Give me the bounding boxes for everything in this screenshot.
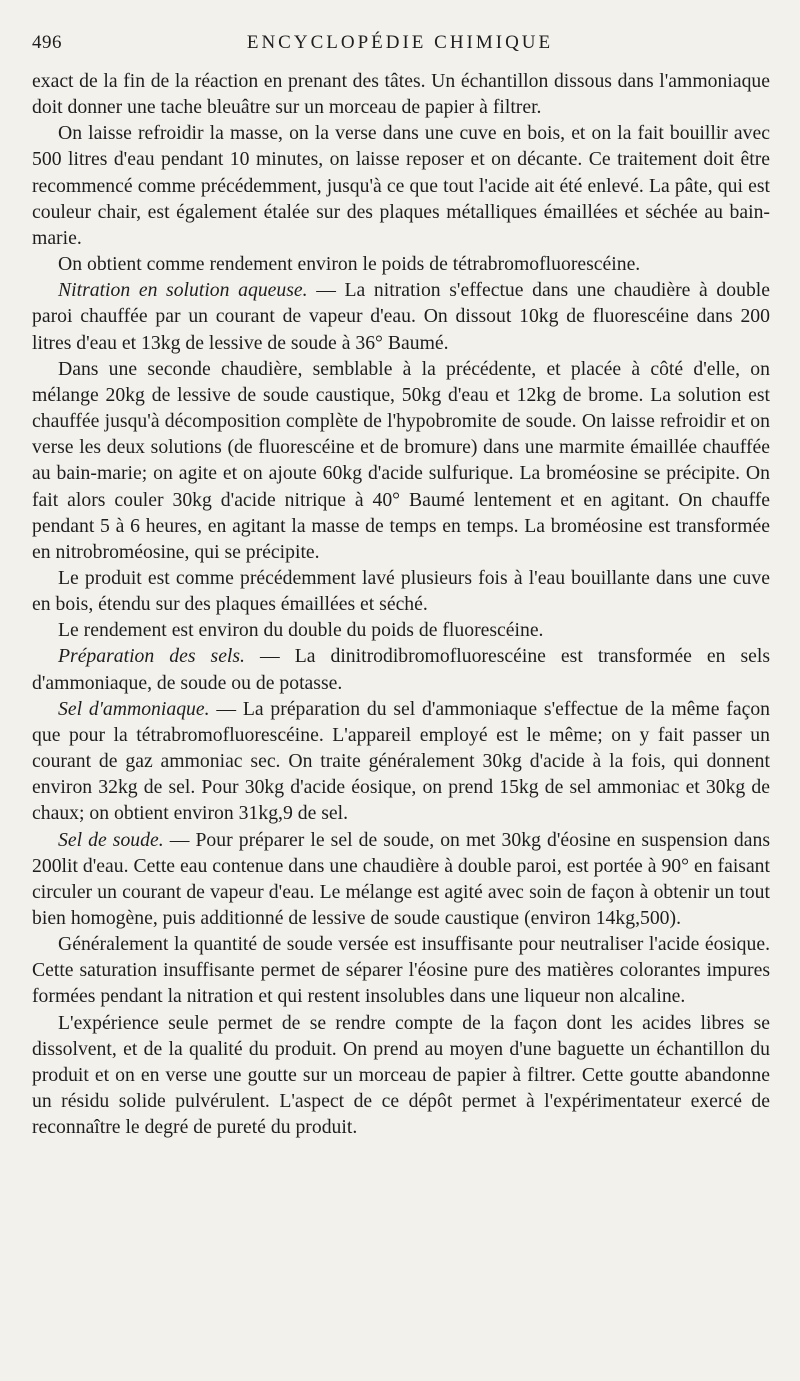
paragraph: exact de la fin de la réaction en prenant des tâtes. Un échantillon dissous dans l'ammoniaque doit donner une tache bleuâtre sur un morceau de papier à filtrer. [32,70,770,119]
page-number: 496 [32,32,62,53]
paragraph: Généralement la quantité de soude versée est insuffisante pour neutraliser l'acide éosique. Cette saturation insuffisante permet de séparer l'éosine pure des matières colorantes impures formées pendant la nitration et qui restent insolubles dans une liqueur non alcaline. [32,933,770,1008]
page-header [32,28,768,56]
paragraph: Sel de soude. — Pour préparer le sel de soude, on met 30kg d'éosine en suspension dans 200lit d'eau. Cette eau contenue dans une chaudière à double paroi, est portée à 90° en faisant circuler un courant de vapeur d'eau. Le mélange est agité avec soin de façon à obtenir un tout bien homogène, puis additionné de lessive de soude caustique (environ 14kg,500). [32,828,770,929]
paragraph: Le produit est comme précédemment lavé plusieurs fois à l'eau bouillante dans une cuve en bois, étendu sur des plaques émaillées et séché. [32,566,770,616]
body-text [32,68,770,1140]
paragraph: Dans une seconde chaudière, semblable à la précédente, et placée à côté d'elle, on mélange 20kg de lessive de soude caustique, 50kg d'eau et 12kg de brome. La solution est chauffée jusqu'à décomposition complète de l'hypobromite de soude. On laisse refroidir et on verse les deux solutions (de fluorescéine et de bromure) dans une marmite émaillée chauffée au bain-marie; on agite et on ajoute 60kg d'acide sulfurique. La broméosine se précipite. On fait alors couler 30kg d'acide nitrique à 40° Baumé lentement et en agitant. On chauffe pendant 5 à 6 heures, en agitant la masse de temps en temps. La broméosine est transformée en nitrobroméosine, qui se précipite. [32,357,770,563]
paragraph: Sel d'ammoniaque. — La préparation du sel d'ammoniaque s'effectue de la même façon que pour la tétrabromofluorescéine. L'appareil employé est le même; on y fait passer un courant de gaz ammoniac sec. On traite généralement 30kg d'acide à la fois, qui donnent environ 32kg de sel. Pour 30kg d'acide éosique, on prend 15kg de sel ammoniac et 30kg de chaux; on obtient environ 31kg,9 de sel. [32,697,771,825]
section-lead: Sel de soude. [58,828,164,851]
paragraph: L'expérience seule permet de se rendre compte de la façon dont les acides libres se dissolvent, et de la qualité du produit. On prend au moyen d'une baguette un échantillon du produit et on en verse une goutte sur un morceau de papier à filtrer. Cette goutte abandonne un résidu solide pulvérulent. L'aspect de ce dépôt permet à l'expérimentateur exercé de reconnaître le degré de pureté du produit. [32,1011,770,1139]
running-title: ENCYCLOPÉDIE CHIMIQUE [246,32,554,53]
section-lead: Préparation des sels. [58,645,245,668]
paragraph: On laisse refroidir la masse, on la verse dans une cuve en bois, et on la fait bouillir avec 500 litres d'eau pendant 10 minutes, on laisse reposer et on décante. Ce traitement doit être recommencé comme précédemment, jusqu'à ce que tout l'acide ait été enlevé. La pâte, qui est couleur chair, est également étalée sur des plaques métalliques émaillées et séchée au bain-marie. [32,122,770,249]
section-lead: Nitration en solution aqueuse. [58,279,308,302]
paragraph: On obtient comme rendement environ le poids de tétrabromofluorescéine. [58,253,641,276]
paragraph: Nitration en solution aqueuse. — La nitration s'effectue dans une chaudière à double paroi chauffée par un courant de vapeur d'eau. On dissout 10kg de fluorescéine dans 200 litres d'eau et 13kg de lessive de soude à 36° Baumé. [32,279,771,354]
section-lead: Sel d'ammoniaque. [58,697,210,720]
paragraph: Préparation des sels. — La dinitrodibromofluorescéine est transformée en sels d'ammoniaque, de soude ou de potasse. [32,645,770,694]
paragraph: Le rendement est environ du double du poids de fluorescéine. [58,619,544,642]
